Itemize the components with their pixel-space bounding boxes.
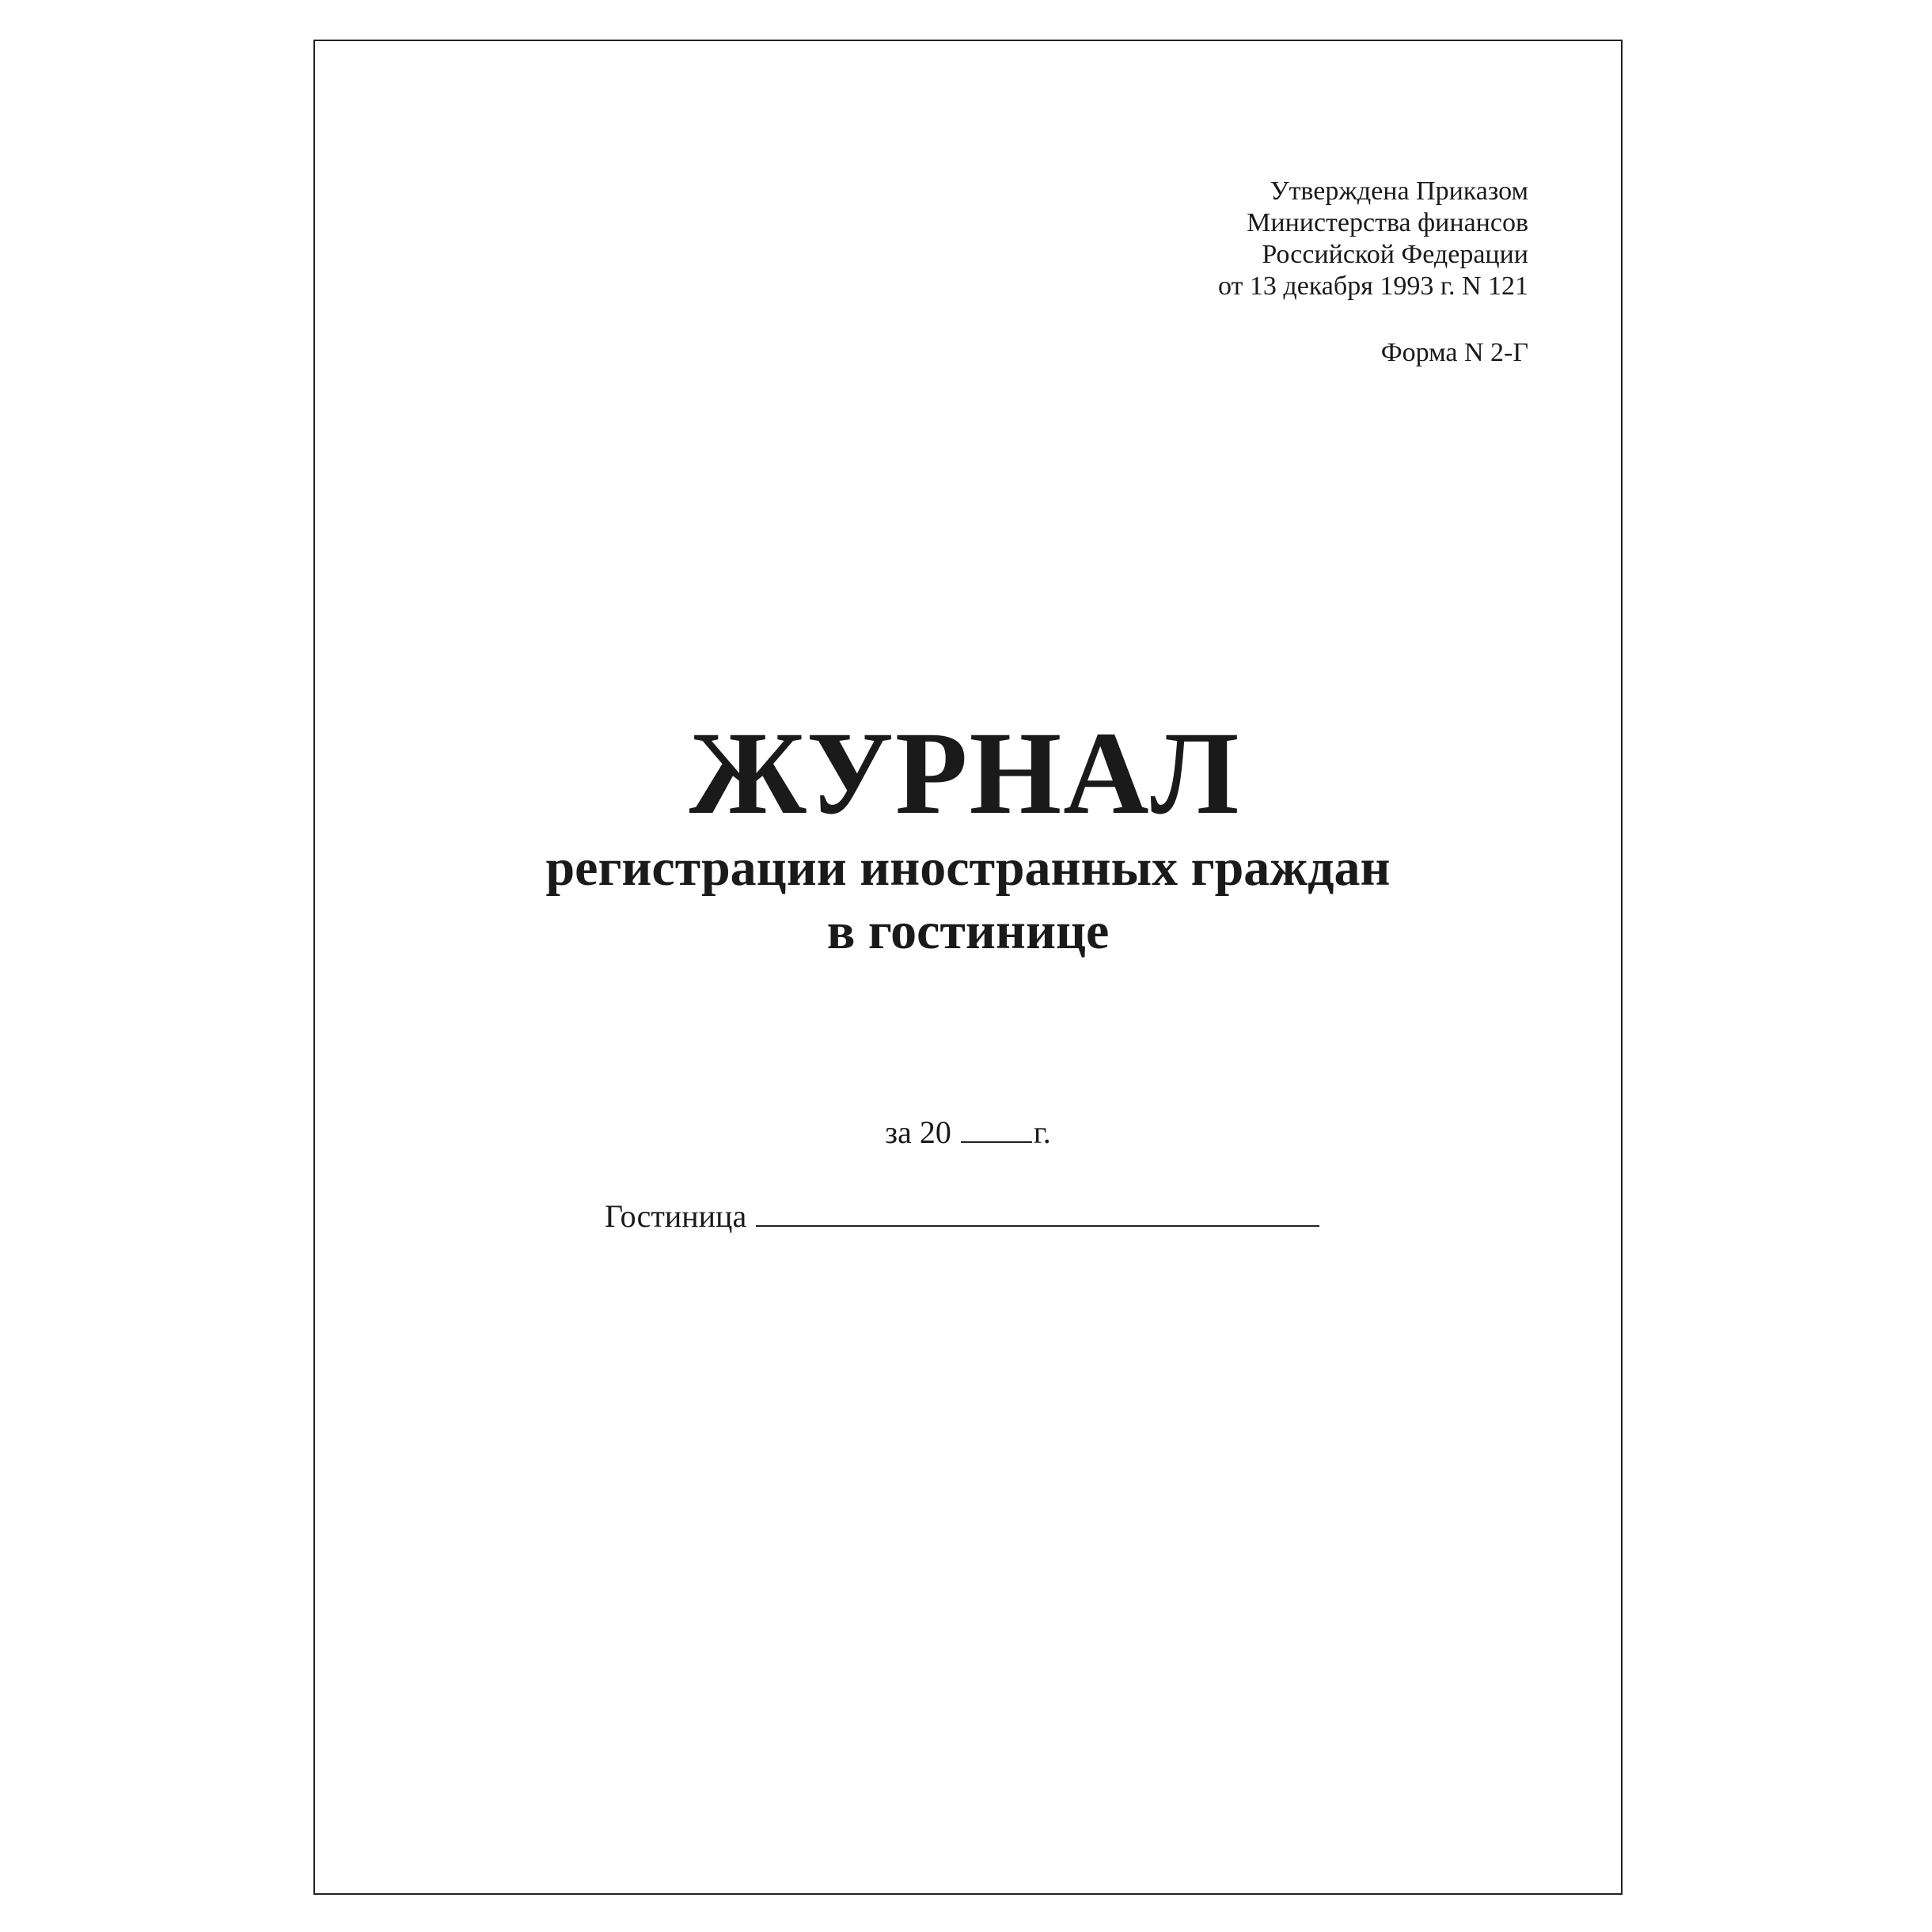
document-page xyxy=(313,40,1623,1895)
hotel-label: Гостиница xyxy=(605,1198,747,1234)
year-blank[interactable] xyxy=(961,1110,1032,1143)
document-title: ЖУРНАЛ xyxy=(689,708,1241,839)
approval-line: от 13 декабря 1993 г. N 121 xyxy=(1218,271,1528,301)
hotel-name-blank[interactable] xyxy=(756,1194,1319,1227)
approval-line: Российской Федерации xyxy=(1262,240,1528,269)
title-block xyxy=(315,708,1621,964)
document-subtitle-line2: в гостинице xyxy=(826,902,1110,960)
hotel-field xyxy=(605,1194,1319,1235)
approval-line: Утверждена Приказом xyxy=(1270,176,1528,206)
form-number: Форма N 2-Г xyxy=(1380,338,1528,367)
document-subtitle-line1: регистрации иностранных граждан xyxy=(545,839,1391,897)
approval-line: Министерства финансов xyxy=(1247,208,1528,237)
year-field xyxy=(315,1110,1621,1152)
year-suffix: г. xyxy=(1033,1114,1051,1150)
year-prefix: за 20 xyxy=(885,1114,951,1150)
approval-stamp-text xyxy=(1218,176,1528,302)
